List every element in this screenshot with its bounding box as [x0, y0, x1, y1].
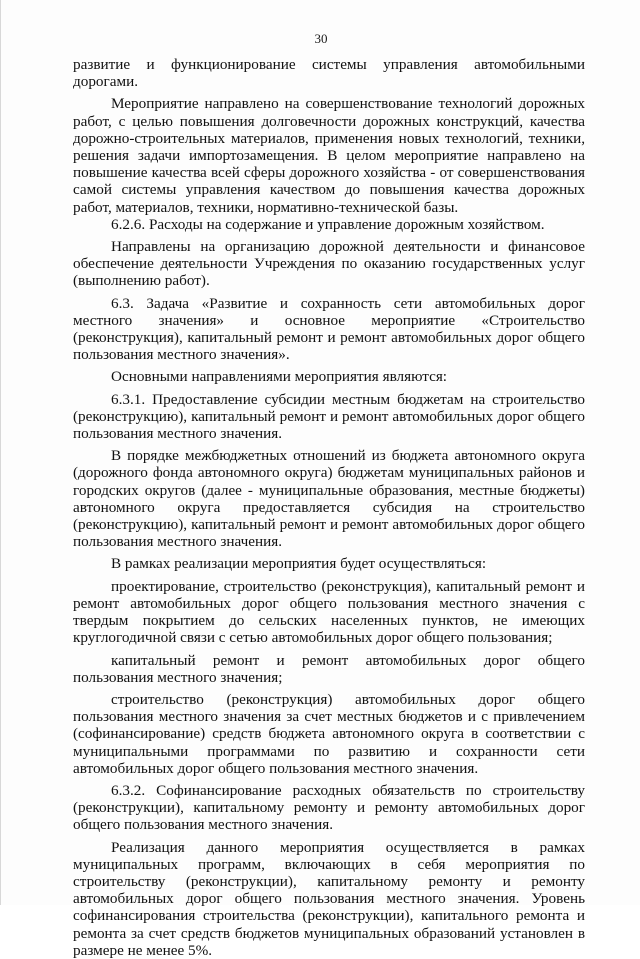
paragraph: В рамках реализации мероприятия будет осуществляться: [111, 555, 487, 573]
paragraph: строительство (реконструкция) автомобильных дорог общего пользования местного значения за счет местных бюджетов и с привлечением (софинансирование) средств бюджета автономного округа в соответствии с муниципальными программами по развитию и сохранности сети автомобильных дорог общего пользования местного значения. [73, 690, 585, 777]
paragraph: Направлены на организацию дорожной деятельности и финансовое обеспечение деятельности Учреждения по оказанию государственных услуг (выполнению работ). [73, 238, 585, 290]
paragraph: 6.3. Задача «Развитие и сохранность сети автомобильных дорог местного значения» и основное мероприятие «Строительство (реконструкция), капитальный ремонт и ремонт автомобильных дорог общего пользования местного значения». [73, 294, 585, 364]
document-body [73, 56, 585, 959]
paragraph: 6.3.2. Софинансирование расходных обязательств по строительству (реконструкции), капитальному ремонту и ремонту автомобильных дорог общего пользования местного значения. [73, 781, 585, 834]
paragraph: В порядке межбюджетных отношений из бюджета автономного округа (дорожного фонда автономного округа) бюджетам муниципальных районов и городских округов (далее - муниципальные образования, местные бюджеты) автономного округа предоставляется субсидия на строительство (реконструкцию), капитальный ремонт и ремонт автомобильных дорог общего пользования местного значения. [73, 447, 585, 551]
paragraph: Основными направлениями мероприятия являются: [111, 368, 448, 386]
paragraph: 6.3.1. Предоставление субсидии местным бюджетам на строительство (реконструкцию), капитальный ремонт и ремонт автомобильных дорог общего пользования местного значения. [73, 390, 585, 443]
paragraph: капитальный ремонт и ремонт автомобильных дорог общего пользования местного значения; [73, 651, 585, 686]
paragraph: 6.2.6. Расходы на содержание и управление дорожным хозяйством. [111, 215, 545, 233]
paragraph: проектирование, строительство (реконструкция), капитальный ремонт и ремонт автомобильных дорог общего пользования местного значения с твердым покрытием до сельских населенных пунктов, не имеющих круглогодичной связи с сетью автомобильных дорог общего пользования; [73, 577, 585, 647]
paragraph: Реализация данного мероприятия осуществляется в рамках муниципальных программ, включающих в себя мероприятия по строительству (реконструкции), капитальному ремонту и ремонту автомобильных дорог общего пользования местного значения. Уровень софинансирования строительства (реконструкции), капитального ремонта и ремонта за счет средств бюджетов муниципальных образований установлен в размере не менее 5%. [73, 838, 585, 959]
paragraph: Мероприятие направлено на совершенствование технологий дорожных работ, с целью повышения долговечности дорожных конструкций, качества дорожно-строительных материалов, применения новых технологий, техники, решения задачи импортозамещения. В целом мероприятие направлено на повышение качества всей сферы дорожного хозяйства - от совершенствования самой системы управления качеством до повышения качества дорожных работ, материалов, техники, нормативно-технической базы. [73, 95, 585, 216]
page-number: 30 [314, 31, 328, 46]
paragraph: развитие и функционирование системы управления автомобильными дорогами. [73, 56, 585, 91]
